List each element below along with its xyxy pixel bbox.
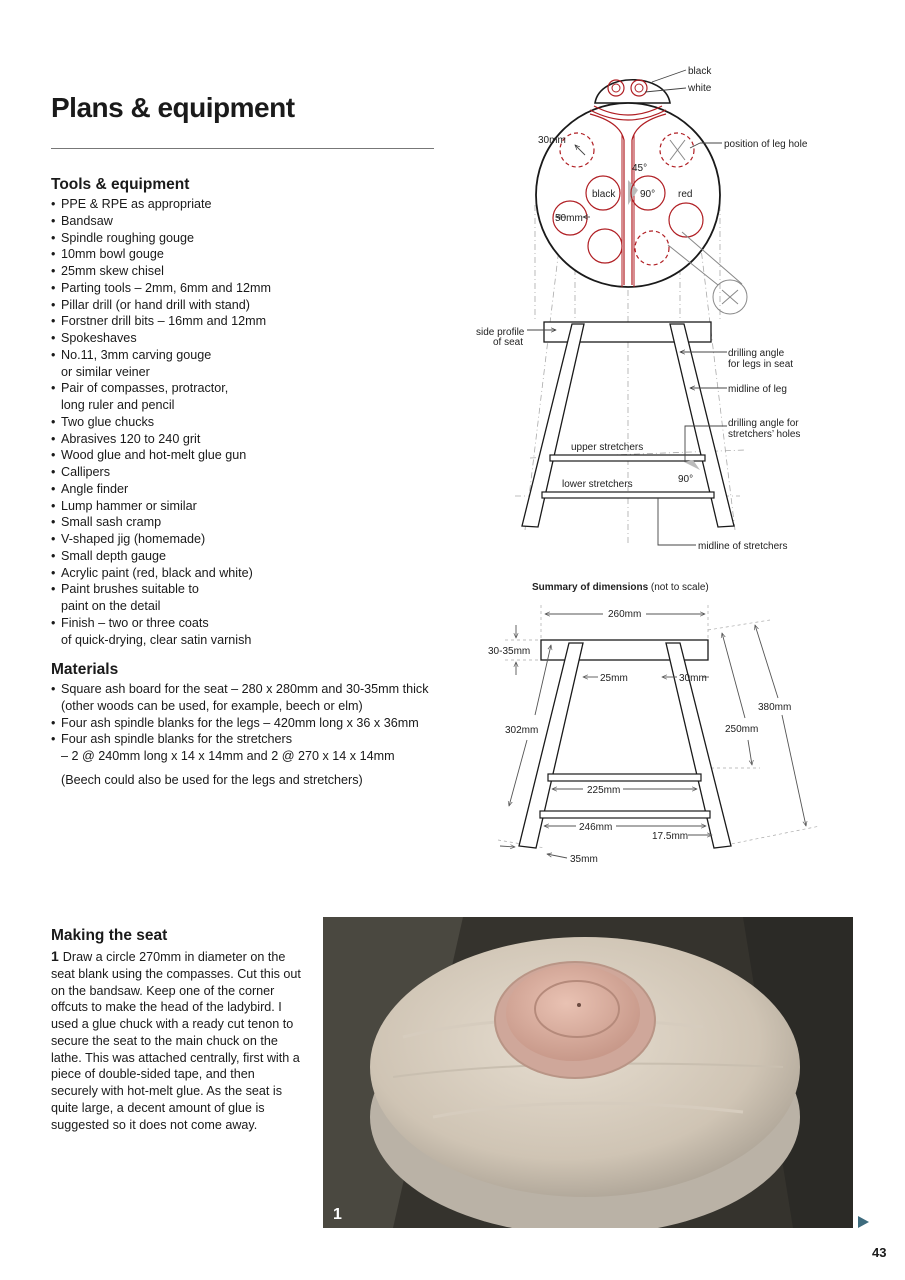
dim-250mm: 250mm — [725, 724, 759, 735]
dim-17-5mm: 17.5mm — [652, 831, 689, 842]
making-heading: Making the seat — [51, 927, 168, 944]
label-of-seat: of seat — [493, 337, 524, 348]
tool-item-text: • 25mm skew chisel — [61, 264, 164, 278]
label-for-legs-in-seat: for legs in seat — [728, 359, 794, 370]
step-1-paragraph — [51, 948, 301, 1133]
material-item-text: • Four ash spindle blanks for the stretchers — [61, 732, 292, 747]
label-black-eye: black — [688, 66, 712, 77]
tool-item-text: • Small sash cramp — [61, 515, 162, 530]
page-title: Plans & equipment — [51, 92, 295, 123]
tool-item-text: • Spokeshaves — [61, 331, 137, 345]
tool-item — [51, 313, 271, 330]
dim-380mm: 380mm — [758, 702, 792, 713]
tools-heading: Tools & equipment — [51, 176, 190, 193]
tool-item — [51, 330, 271, 347]
tool-item — [51, 213, 271, 230]
material-item-text: • Square ash board for the seat – 280 x 280mm and 30-35mm thick — [61, 682, 429, 696]
tool-item — [51, 297, 271, 314]
tool-item-text: • Pair of compasses, protractor, — [61, 381, 229, 396]
tool-item-text: • Finish – two or three coats — [61, 615, 209, 630]
tool-item-text: • Lump hammer or similar — [61, 498, 197, 513]
label-upper-stretchers: upper stretchers — [571, 442, 644, 453]
tool-item-text: • Forstner drill bits – 16mm and 12mm — [61, 314, 267, 329]
page-number: 43 — [872, 1245, 887, 1260]
photo-number: 1 — [333, 1206, 342, 1223]
materials-note: (Beech could also be used for the legs and stretchers) — [61, 773, 363, 787]
tool-item-text: • Bandsaw — [61, 213, 113, 228]
tool-item — [51, 581, 271, 615]
material-item — [51, 681, 429, 715]
material-item — [51, 715, 429, 732]
step-text: Draw a circle 270mm in diameter on the seat blank using the compasses. Cut this out on the bandsaw. Keep one of the corner offcuts to make the head of the ladybird. I used a glue chuck with a ready cut tenon to secure the seat to the main chuck on the lathe. This was attached centrally, first with a piece of double-sided tape, and then securely with hot-melt glue. As the seat is quite large, a decent amount of glue is suggested so it does not come away. — [51, 950, 301, 1132]
tool-item-text: paint on the detail — [61, 599, 161, 613]
tool-item — [51, 414, 271, 431]
label-drilling-angle-stretchers: drilling angle for — [728, 418, 799, 429]
dim-25mm: 25mm — [600, 673, 628, 684]
label-white-eye: white — [688, 83, 712, 94]
label-red: red — [678, 189, 693, 200]
dim-lower-stretcher — [540, 811, 710, 818]
tool-item-text: of quick-drying, clear satin varnish — [61, 632, 252, 647]
tool-item — [51, 548, 271, 565]
label-position-leg-hole: position of leg hole — [724, 139, 808, 150]
materials-list — [51, 681, 429, 765]
tool-item — [51, 447, 271, 464]
tool-item — [51, 531, 271, 548]
dim-260mm: 260mm — [608, 609, 642, 620]
dimensions-diagram — [475, 575, 825, 870]
label-midline-of-stretchers: midline of stretchers — [698, 541, 788, 552]
label-lower-stretchers: lower stretchers — [562, 479, 633, 490]
tool-item-text: • Small depth gauge — [61, 548, 167, 563]
label-90deg-stretcher: 90° — [678, 474, 694, 485]
tool-item-text: • Angle finder — [61, 481, 129, 496]
tool-item-text: long ruler and pencil — [61, 398, 175, 412]
tool-item — [51, 431, 271, 448]
tool-item — [51, 514, 271, 531]
dim-302mm: 302mm — [505, 725, 539, 736]
materials-heading: Materials — [51, 661, 119, 678]
dim-225mm: 225mm — [587, 785, 621, 796]
material-item-text: (other woods can be used, for example, beech or elm) — [61, 698, 363, 713]
tool-item — [51, 196, 271, 213]
tool-item-text: • PPE & RPE as appropriate — [61, 197, 212, 211]
tool-item-text: • No.11, 3mm carving gouge — [61, 347, 212, 362]
tool-item — [51, 565, 271, 582]
step-number: 1 — [51, 948, 59, 964]
label-stretchers-holes: stretchers’ holes — [728, 429, 801, 440]
dim-upper-stretcher — [548, 774, 701, 781]
label-black-spot: black — [592, 189, 616, 200]
material-item-text: • Four ash spindle blanks for the legs – 420mm long x 36 x 36mm — [61, 715, 419, 730]
dim-35mm: 35mm — [570, 854, 598, 865]
title-divider — [51, 148, 434, 149]
tool-item-text: • Spindle roughing gouge — [61, 230, 195, 245]
tool-item — [51, 246, 271, 263]
tool-item-text: • Two glue chucks — [61, 414, 155, 429]
seat-blank-photo — [323, 917, 853, 1228]
tools-list — [51, 196, 271, 648]
ladybird-stool-plan — [470, 60, 820, 560]
material-item — [51, 731, 429, 765]
tool-item-text: or similar veiner — [61, 364, 150, 379]
summary-heading: Summary of dimensions (not to scale) — [532, 582, 709, 593]
tool-item — [51, 464, 271, 481]
tool-item — [51, 280, 271, 297]
dim-30-35mm: 30-35mm — [488, 646, 531, 657]
lower-stretcher — [542, 492, 714, 498]
label-side-profile: side profile — [476, 327, 525, 338]
tool-item-text: • Paint brushes suitable to — [61, 582, 199, 597]
dim-30mm: 30mm — [679, 673, 707, 684]
tool-item-text: • Acrylic paint (red, black and white) — [61, 565, 253, 580]
tool-item-text: • 10mm bowl gouge — [61, 247, 164, 262]
tool-item — [51, 498, 271, 515]
tool-item-text: • Abrasives 120 to 240 grit — [61, 431, 201, 446]
material-item-text: – 2 @ 240mm long x 14 x 14mm and 2 @ 270 x 14 x 14mm — [61, 749, 395, 763]
tool-item-text: • Parting tools – 2mm, 6mm and 12mm — [61, 280, 271, 295]
tool-item-text: • Callipers — [61, 465, 110, 479]
tool-item — [51, 347, 271, 381]
label-45deg: 45° — [632, 163, 648, 174]
label-drilling-angle: drilling angle — [728, 348, 785, 359]
tool-item — [51, 263, 271, 280]
tool-item-text: • Wood glue and hot-melt glue gun — [61, 448, 247, 463]
tool-item-text: • V-shaped jig (homemade) — [61, 532, 206, 546]
label-90deg: 90° — [640, 189, 656, 200]
tool-item-text: • Pillar drill (or hand drill with stand) — [61, 297, 250, 312]
upper-stretcher — [550, 455, 705, 461]
tool-item — [51, 481, 271, 498]
label-30mm: 30mm — [538, 135, 566, 146]
label-midline-of-leg: midline of leg — [728, 384, 787, 395]
next-page-arrow-icon — [858, 1216, 869, 1228]
label-50mm: 50mm — [555, 213, 583, 224]
tool-item — [51, 615, 271, 649]
dim-246mm: 246mm — [579, 822, 613, 833]
tool-item — [51, 380, 271, 414]
tool-item — [51, 230, 271, 247]
